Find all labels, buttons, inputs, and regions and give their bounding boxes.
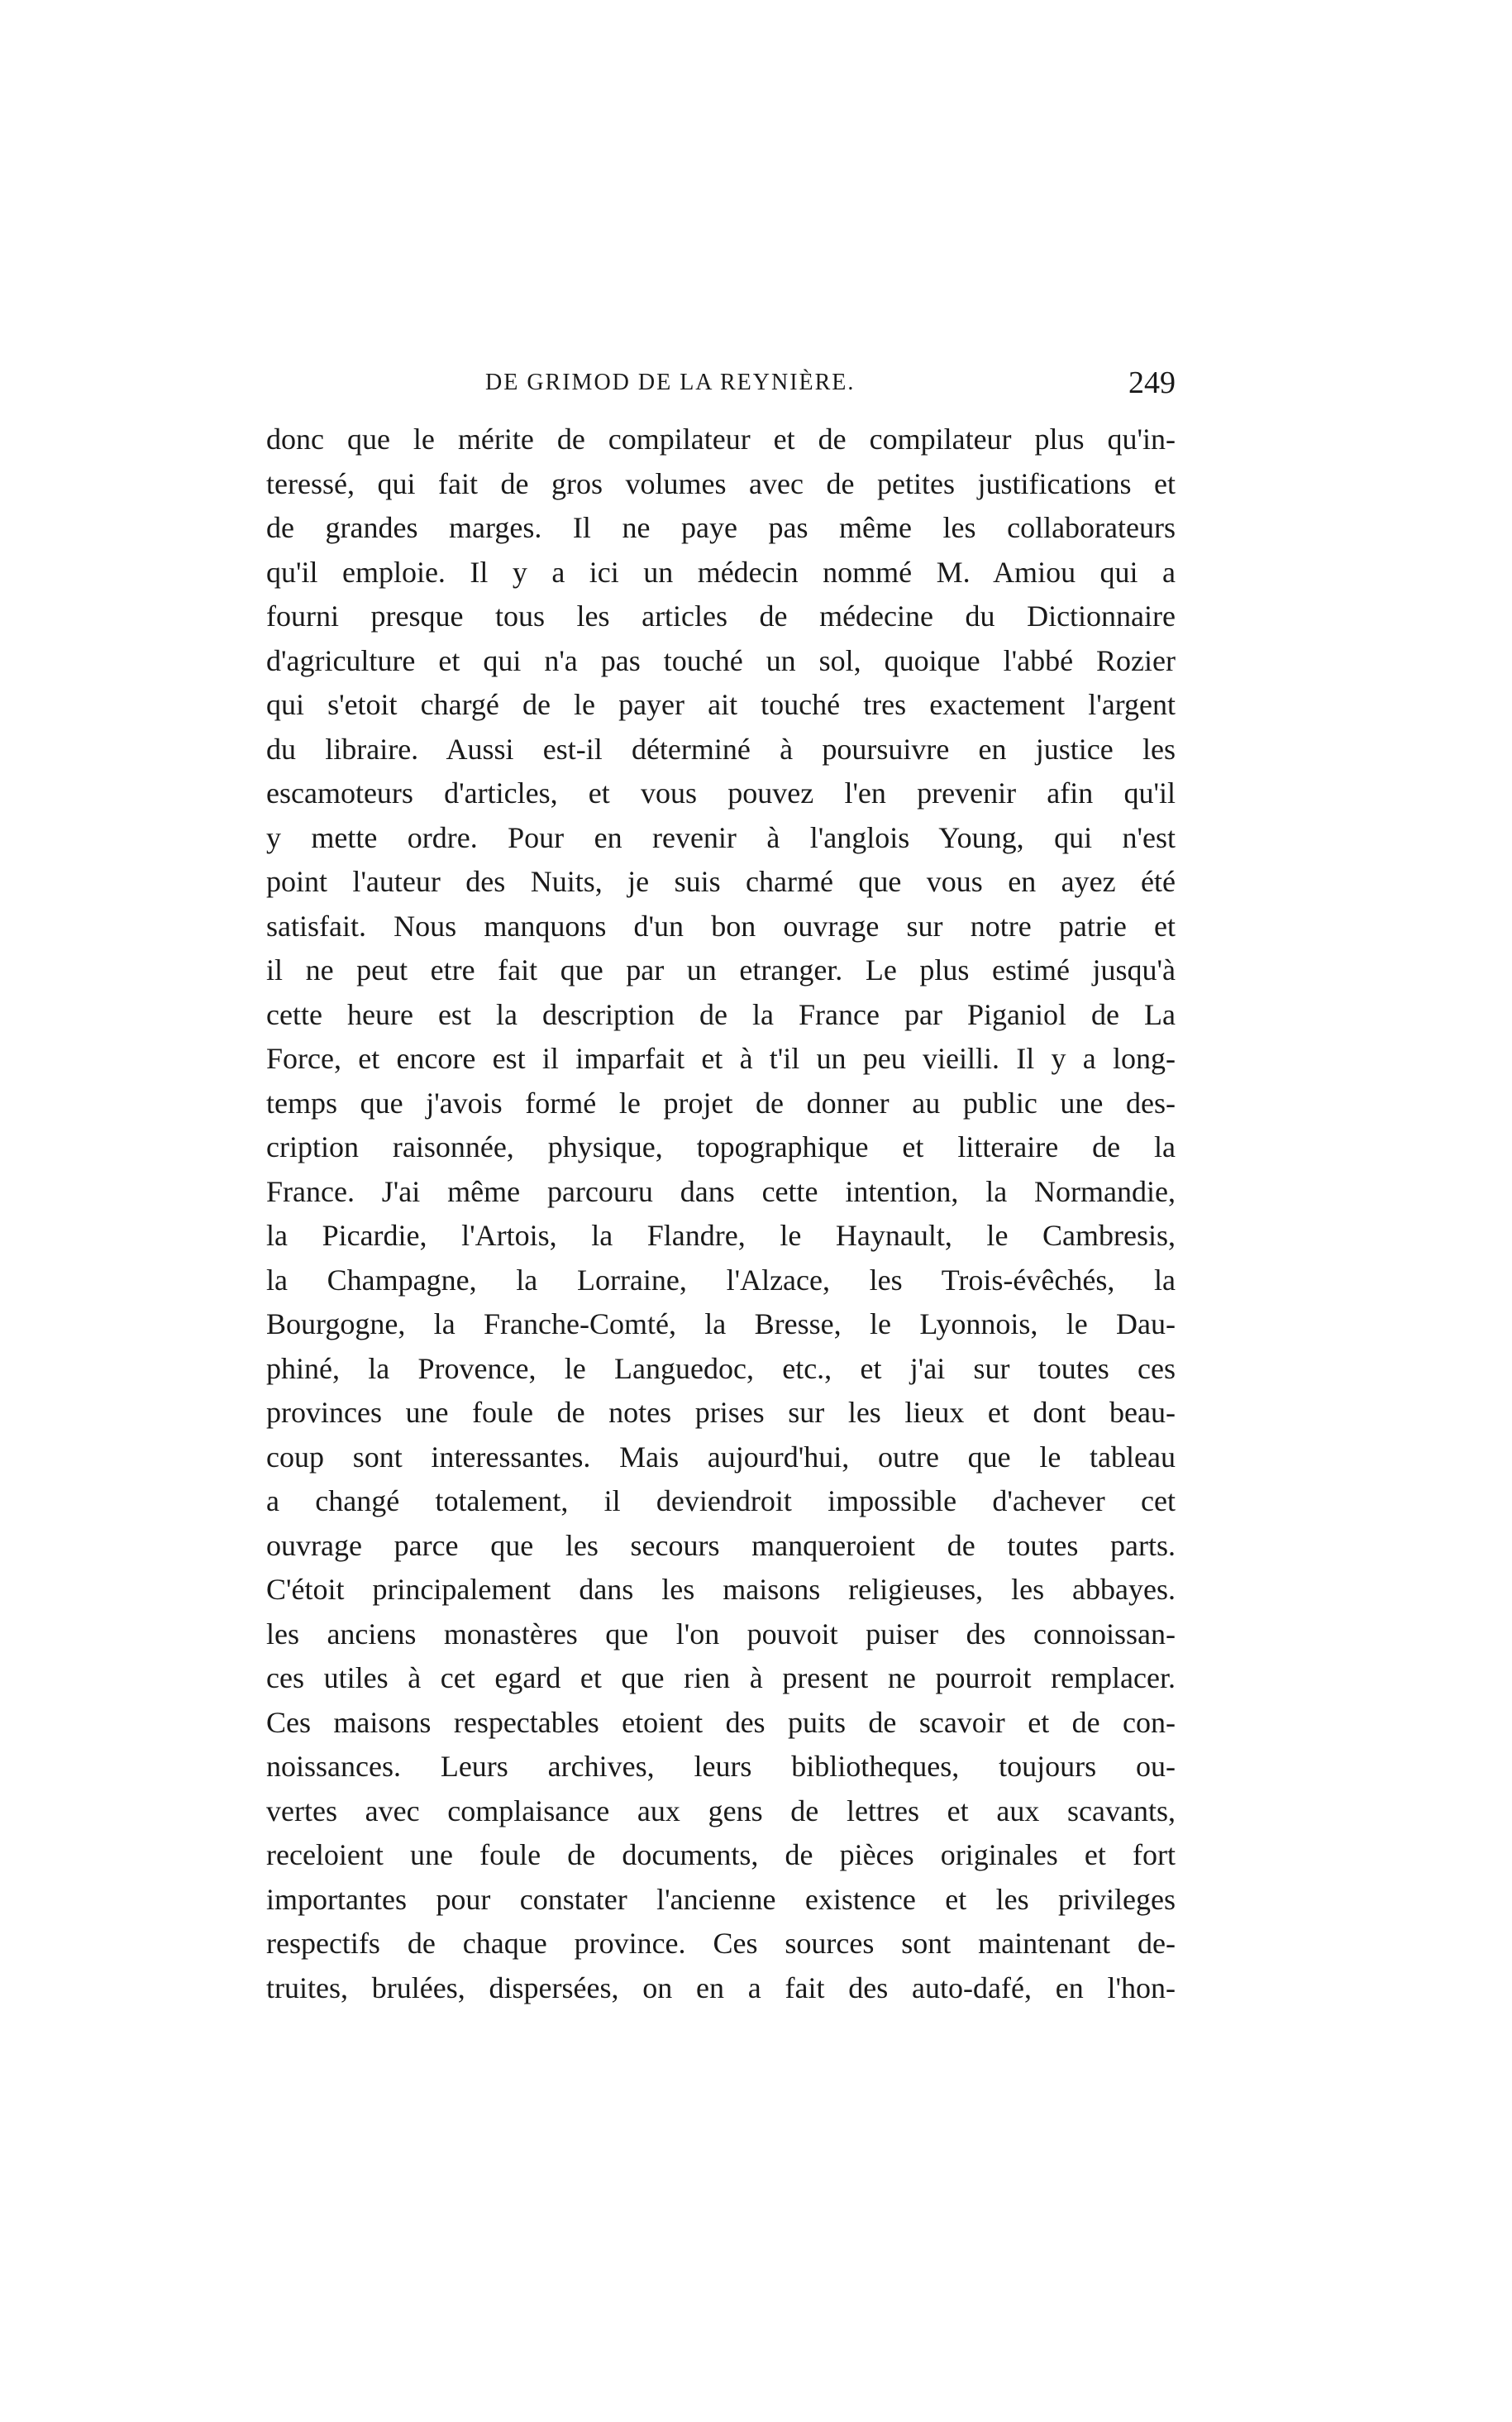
text-line: y mette ordre. Pour en revenir à l'anglois Young, qui n'est [266, 820, 1176, 854]
text-line: fourni presque tous les articles de médecine du Dictionnaire [266, 600, 1176, 633]
text-line: cription raisonnée, physique, topographique et litteraire de la [266, 1130, 1176, 1163]
text-line: phiné, la Provence, le Languedoc, etc., et j'ai sur toutes ces [266, 1351, 1176, 1385]
text-line: truites, brulées, dispersées, on en a fait des auto-dafé, en l'hon- [266, 1971, 1176, 2004]
text-line: coup sont interessantes. Mais aujourd'hui, outre que le tableau [266, 1440, 1176, 1474]
text-line: la Champagne, la Lorraine, l'Alzace, les Trois-évêchés, la [266, 1263, 1176, 1297]
text-line: point l'auteur des Nuits, je suis charmé que vous en ayez été [266, 865, 1176, 898]
text-line: noissances. Leurs archives, leurs bibliotheques, toujours ou- [266, 1750, 1176, 1783]
body-text [266, 418, 1176, 2010]
text-line: receloient une foule de documents, de pièces originales et fort [266, 1838, 1176, 1871]
text-line: C'étoit principalement dans les maisons religieuses, les abbayes. [266, 1573, 1176, 1606]
text-line: provinces une foule de notes prises sur les lieux et dont beau- [266, 1396, 1176, 1429]
text-line: importantes pour constater l'ancienne existence et les privileges [266, 1882, 1176, 1916]
text-line: de grandes marges. Il ne paye pas même les collaborateurs [266, 511, 1176, 544]
text-line: teressé, qui fait de gros volumes avec de petites justifications et [266, 466, 1176, 500]
text-line: Bourgogne, la Franche-Comté, la Bresse, le Lyonnois, le Dau- [266, 1307, 1176, 1340]
text-line: respectifs de chaque province. Ces sources sont maintenant de- [266, 1927, 1176, 1960]
text-line: escamoteurs d'articles, et vous pouvez l'en prevenir afin qu'il [266, 776, 1176, 810]
text-line: vertes avec complaisance aux gens de lettres et aux scavants, [266, 1794, 1176, 1827]
page-number: 249 [1128, 365, 1176, 400]
text-line: qui s'etoit chargé de le payer ait touché tres exactement l'argent [266, 688, 1176, 721]
text-line: du libraire. Aussi est-il déterminé à poursuivre en justice les [266, 732, 1176, 766]
text-line: France. J'ai même parcouru dans cette intention, la Normandie, [266, 1174, 1176, 1208]
text-line: Force, et encore est il imparfait et à t'il un peu vieilli. Il y a long- [266, 1042, 1176, 1075]
running-title: DE GRIMOD DE LA REYNIÈRE. [485, 370, 856, 395]
text-line: temps que j'avois formé le projet de donner au public une des- [266, 1086, 1176, 1120]
text-line: Ces maisons respectables etoient des puits de scavoir et de con- [266, 1705, 1176, 1739]
text-line: satisfait. Nous manquons d'un bon ouvrage sur notre patrie et [266, 909, 1176, 943]
text-line: a changé totalement, il deviendroit impossible d'achever cet [266, 1484, 1176, 1517]
running-header [266, 362, 1176, 404]
text-line: cette heure est la description de la France par Piganiol de La [266, 997, 1176, 1031]
text-line: la Picardie, l'Artois, la Flandre, le Haynault, le Cambresis, [266, 1219, 1176, 1252]
text-line: les anciens monastères que l'on pouvoit puiser des connoissan- [266, 1617, 1176, 1650]
text-line: donc que le mérite de compilateur et de compilateur plus qu'in- [266, 423, 1176, 456]
text-line: il ne peut etre fait que par un etranger. Le plus estimé jusqu'à [266, 953, 1176, 986]
text-line: ouvrage parce que les secours manqueroient de toutes parts. [266, 1528, 1176, 1562]
text-line: qu'il emploie. Il y a ici un médecin nommé M. Amiou qui a [266, 555, 1176, 589]
text-line: d'agriculture et qui n'a pas touché un sol, quoique l'abbé Rozier [266, 643, 1176, 677]
text-line: ces utiles à cet egard et que rien à present ne pourroit remplacer. [266, 1661, 1176, 1694]
